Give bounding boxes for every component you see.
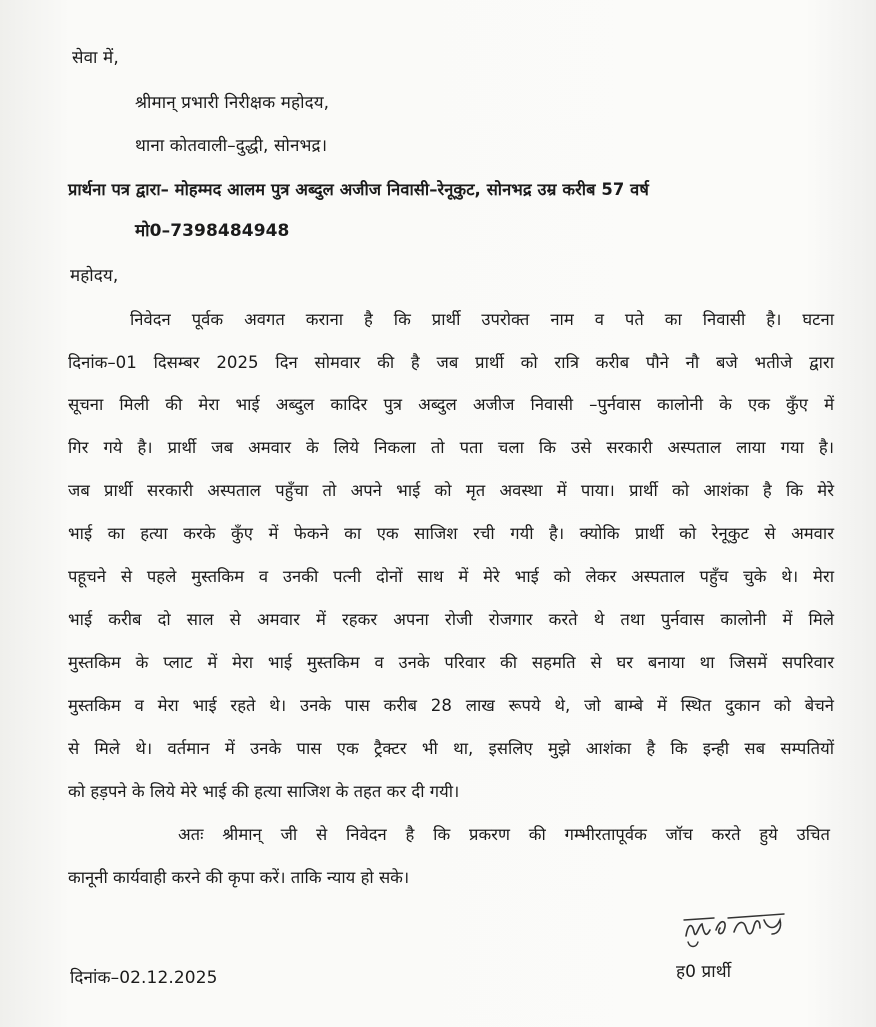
body-line: निवेदन पूर्वक अवगत कराना है कि प्रार्थी उपरोक्त नाम व पते का निवासी है। घटना (130, 310, 834, 329)
body-line: सूचना मिली की मेरा भाई अब्दुल कादिर पुत्र अब्दुल अजीज निवासी –पुर्नवास कालोनी के एक कुँए में (68, 395, 834, 414)
request-line: कानूनी कार्यवाही करने की कृपा करें। ताकि न्याय हो सके। (68, 868, 410, 887)
greeting: महोदय, (70, 266, 119, 286)
body-line: भाई का हत्या करके कुँए में फेकने का एक साजिश रची गयी है। क्योकि प्रार्थी को रेनूकुट से अमवार (68, 524, 834, 543)
sender-mobile: मो0–7398484948 (135, 221, 290, 241)
addressee-station: थाना कोतवाली–दुद्धी, सोनभद्र। (135, 136, 328, 156)
body-line: को हड़पने के लिये मेरे भाई की हत्या साजिश के तहत कर दी गयी। (68, 782, 460, 801)
body-line: गिर गये है। प्रार्थी जब अमवार के लिये निकला तो पता चला कि उसे सरकारी अस्पताल लाया गया है। (68, 438, 834, 457)
handwritten-signature (680, 904, 790, 954)
body-line: दिनांक–01 दिसम्बर 2025 दिन सोमवार की है जब प्रार्थी को रात्रि करीब पौने नौ बजे भतीजे द्वारा (68, 353, 834, 372)
body-line: से मिले थे। वर्तमान में उनके पास एक ट्रैक्टर भी था, इसलिए मुझे आशंका है कि इन्ही सब सम्पतियों (68, 739, 834, 758)
body-line: भाई करीब दो साल से अमवार में रहकर अपना रोजी रोजगार करते थे तथा पुर्नवास कालोनी में मिले (68, 610, 834, 629)
body-line: मुस्तकिम के प्लाट में मेरा भाई मुस्तकिम व उनके परिवार की सहमति से घर बनाया था जिसमें सपरिवार (68, 653, 834, 672)
request-line: अतः श्रीमान् जी से निवेदन है कि प्रकरण की गम्भीरतापूर्वक जॉच करते हुये उचित (178, 825, 830, 844)
letter-date: दिनांक–02.12.2025 (70, 968, 218, 988)
salutation-to: सेवा में, (72, 48, 119, 68)
body-line: जब प्रार्थी सरकारी अस्पताल पहुँचा तो अपने भाई को मृत अवस्था में पाया। प्रार्थी को आशंका है कि मेरे (68, 481, 834, 500)
sender-details: प्रार्थना पत्र द्वारा– मोहम्मद आलम पुत्र अब्दुल अजीज निवासी–रेनूकुट, सोनभद्र उम्र करीब 57 वर्ष (68, 180, 649, 199)
body-line: पहूचने से पहले मुस्तकिम व उनकी पत्नी दोनों साथ में मेरे भाई को लेकर अस्पताल पहुँच चुके थे। मेरा (68, 567, 834, 586)
signoff-label: ह0 प्रार्थी (676, 962, 732, 982)
body-line: मुस्तकिम व मेरा भाई रहते थे। उनके पास करीब 28 लाख रूपये थे, जो बाम्बे में स्थित दुकान को बेचने (68, 696, 834, 715)
addressee-title: श्रीमान् प्रभारी निरीक्षक महोदय, (135, 93, 330, 113)
